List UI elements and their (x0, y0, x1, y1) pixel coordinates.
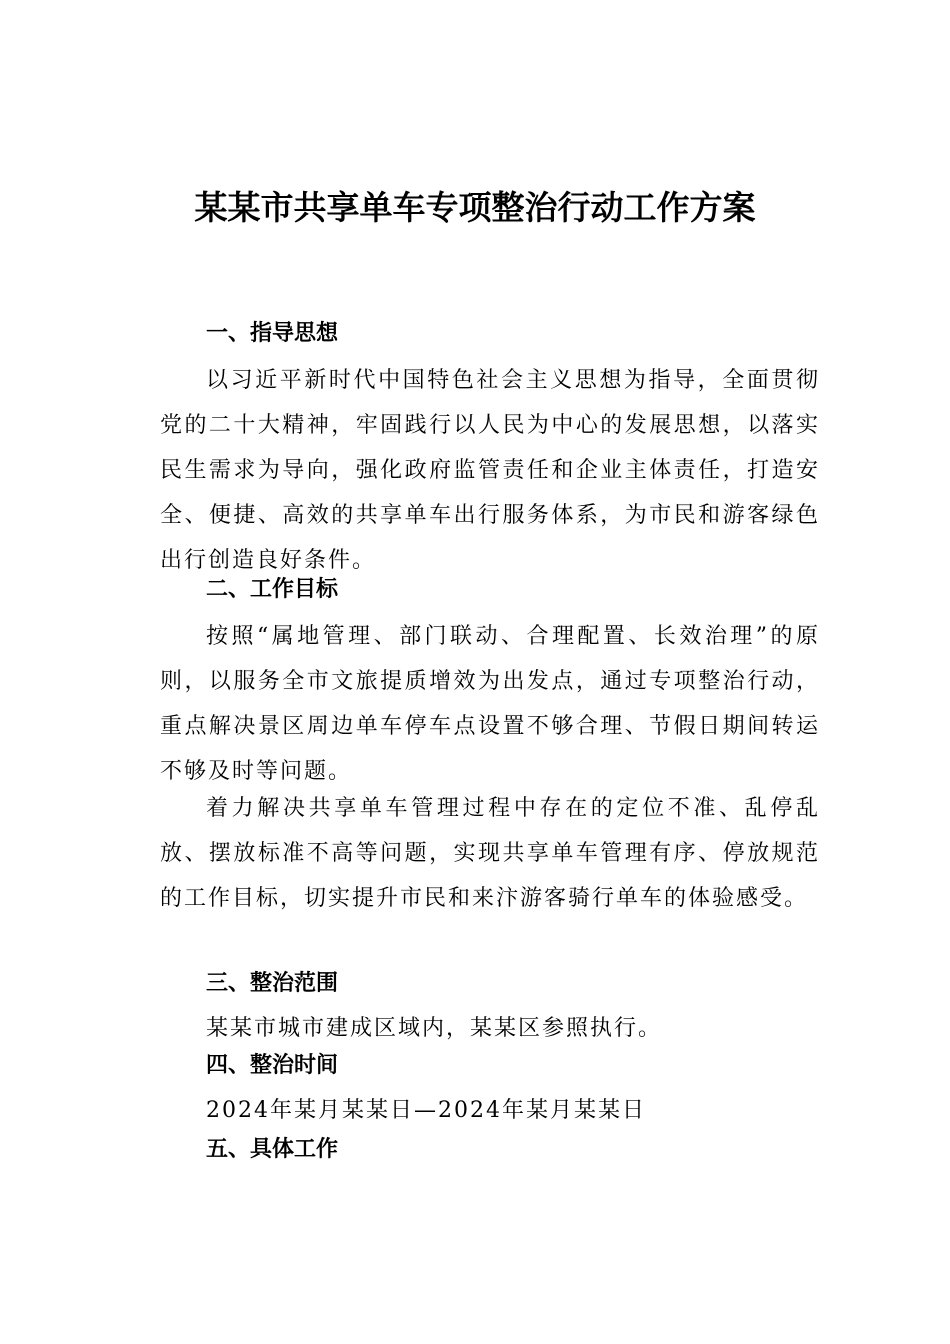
section-paragraph-time: 2024年某月某某日—2024年某月某某日 (206, 1098, 646, 1123)
section-paragraph-guiding-ideology: 以习近平新时代中国特色社会主义思想为指导，全面贯彻党的二十大精神，牢固践行以人民为中心的发展思想，以落实民生需求为导向，强化政府监管责任和企业主体责任，打造安全、便捷、高效的共享单车出行服务体系，为市民和游客绿色出行创造良好条件。 (160, 368, 820, 573)
section-heading-guiding-ideology: 一、指导思想 (206, 321, 339, 346)
section-paragraph-work-goals-1: 按照“属地管理、部门联动、合理配置、长效治理”的原则，以服务全市文旅提质增效为出发点，通过专项整治行动，重点解决景区周边单车停车点设置不够合理、节假日期间转运不够及时等问题。 (160, 624, 820, 784)
section-paragraph-work-goals-2: 着力解决共享单车管理过程中存在的定位不准、乱停乱放、摆放标准不高等问题，实现共享单车管理有序、停放规范的工作目标，切实提升市民和来汴游客骑行单车的体验感受。 (160, 796, 820, 911)
section-heading-work-goals: 二、工作目标 (206, 577, 339, 602)
document-title: 某某市共享单车专项整治行动工作方案 (194, 188, 756, 227)
section-heading-scope: 三、整治范围 (206, 971, 339, 996)
section-paragraph-scope: 某某市城市建成区域内，某某区参照执行。 (206, 1016, 663, 1041)
section-heading-specific-work: 五、具体工作 (206, 1137, 339, 1162)
section-heading-time: 四、整治时间 (206, 1053, 339, 1078)
